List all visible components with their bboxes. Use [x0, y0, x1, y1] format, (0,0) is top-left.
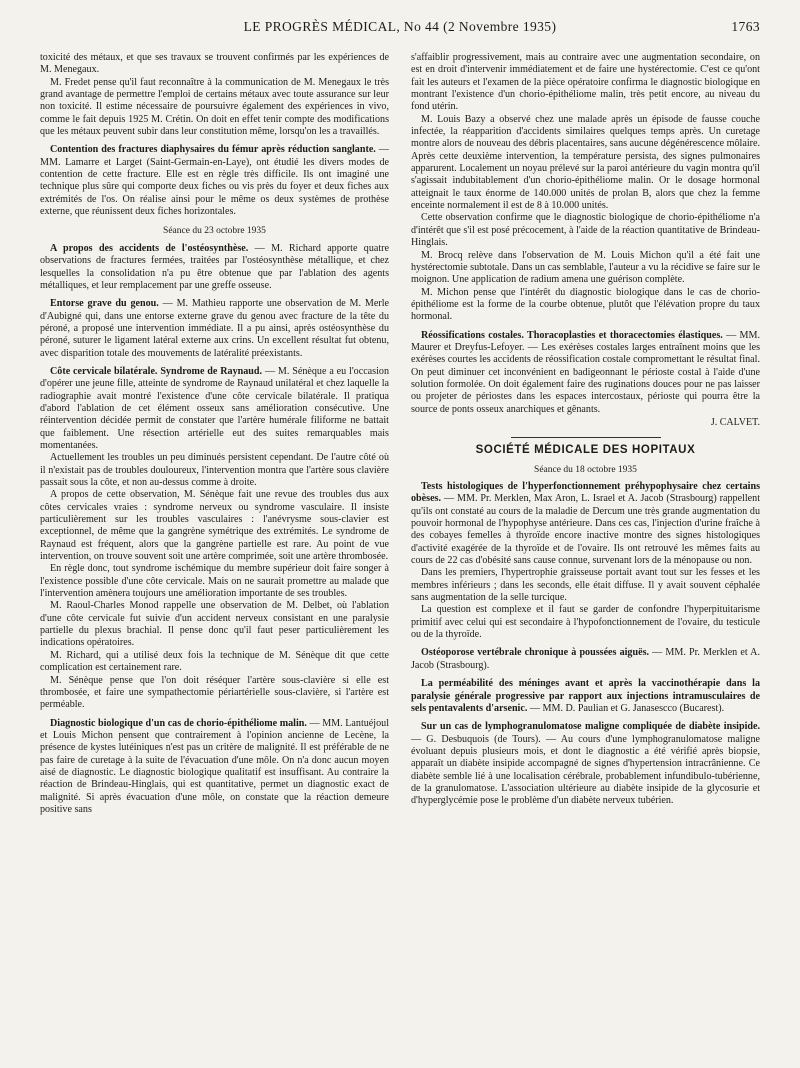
- paragraph: s'affaiblir progressivement, mais au contraire avec une augmentation secondaire, on est en droit d'intervenir immédiatement et de faire une hystérectomie. C'est ce qu'ont fait les auteurs et l'examen de la pièce opératoire confirma le diagnostic biologique en montrant l'existence d'un chorio-épithéliome malin, très petit encore, au niveau du fond utérin.: [411, 52, 760, 113]
- paragraph: M. Fredet pense qu'il faut reconnaître à la communication de M. Menegaux le très grand avantage de permettre l'emploi de certains métaux avec toute assurance sur leur non toxicité. Il estime nécessaire de poursuivre également des expériences in vivo, comme le fait depuis 1925 M. Crétin. On doit en effet tenir compte des modifications que les métaux peuvent subir dans leur constitution même, lorsqu'on les a travaillés.: [40, 76, 389, 138]
- section-title: A propos des accidents de l'ostéosynthèse.: [50, 242, 249, 254]
- section-entorse-genou: [40, 298, 389, 360]
- section-fracture-femur: [40, 144, 389, 218]
- paragraph: toxicité des métaux, et que ses travaux se trouvent confirmés par les expériences de M. Menegaux.: [40, 52, 389, 76]
- section-text: — MM. D. Paulian et G. Janasescco (Bucarest).: [529, 702, 725, 714]
- paragraph: En règle donc, tout syndrome ischémique du membre supérieur doit faire songer à l'existence possible d'une côte cervicale. Mais on ne saurait promettre au malade que l'intervention amènera toujours une amélioration importante de ses troubles.: [40, 563, 389, 600]
- section-chorio-epitheliome: [40, 718, 389, 817]
- section-text: — M. Mathieu rapporte une observation de M. Merle d'Aubigné qui, dans une entorse externe grave du genou avec fracture de la tête du péroné, a proposé une intervention immédiate. Il a pu ainsi, après ostéosynthèse du péroné, suturer le ligament latéral externe aux crins. Un excellent résultat fut obtenu, avec disparition totale des mouvements de latéralité préexistants.: [40, 298, 389, 359]
- society-heading: SOCIÉTÉ MÉDICALE DES HOPITAUX: [475, 444, 696, 457]
- paragraph: Actuellement les troubles un peu diminués persistent cependant. De l'autre côté où il n'existait pas de troubles douloureux, l'intervention montra que l'artère sous clavière passait sous la côte, et non au-dessus comme à droite.: [40, 452, 389, 488]
- section-text: — MM. Maurer et Dreyfus-Lefoyer. — Les exérèses costales larges entraînent moins que les exérèses courtes les accidents de réossification costale compromettant le résultat final. On peut diminuer cet inconvénient en badigeonnant le périoste costal à l'aide d'une solution formolée. On doit également faire des ruginations douces pour ne pas laisser ou projeter de périostes dans les espaces intercostaux, périoste qui pourra être la source de ponts osseux anarchiques et gênants.: [411, 329, 760, 415]
- section-reossifications: [411, 330, 760, 416]
- section-divider: [511, 437, 661, 438]
- section-title: Entorse grave du genou.: [50, 298, 159, 310]
- paragraph: Cette observation confirme que le diagnostic biologique de chorio-épithéliome n'a d'intérêt que s'il est posé précocement, à l'aide de la réaction quantitative de Brindeau-Hinglais.: [411, 212, 760, 249]
- paragraph: M. Michon pense que l'intérêt du diagnostic biologique dans le cas de chorio-épithéliome est la forme de la courbe obtenue, plutôt que l'élévation propre du taux hormonal.: [411, 286, 760, 323]
- section-text: — MM. Pr. Merklen, Max Aron, L. Israel et A. Jacob (Strasbourg) rappellent qu'ils ont constaté au cours de la maladie de Dercum une très grande augmentation du pouvoir hormonal de l'hypophyse antérieure. Dans ces cas, l'injection d'urine fraîche à des cobayes femelles à thyroïde encore inactive montre des signes histologiques d'activité exagérée de la thyroïde et de l'ovaire. Ils ont retrouvé les mêmes faits au cours de 22 cas d'obésité sans cause connue, survenant lors de la ménopause ou non.: [411, 493, 760, 567]
- paragraph: La question est complexe et il faut se garder de confondre l'hyperpituitarisme primitif avec celui qui est secondaire à l'hypofonctionnement de l'ovaire, du testicule ou de la thyroïde.: [411, 604, 760, 641]
- section-text: — MM. Lantuéjoul et Louis Michon pensent que contrairement à l'opinion ancienne de Lecène, la présence de kystes lutéiniques n'est pas un critère de malignité. Il est préférable de ne pas faire de curetage à la suite de l'évacuation d'une môle. On n'a donc aucun moyen aisé de diagnostic. Le diagnostic biologique qualitatif est insuffisant. Au contraire la réaction de Brindeau-Hinglais, qui est quantitative, permet un diagnostic exact de malignité. Si après évacuation d'une môle, on constate que la réaction demeure positive sans: [40, 717, 389, 815]
- author-signature: J. CALVET.: [710, 416, 760, 428]
- paragraph: A propos de cette observation, M. Sénèque fait une revue des troubles dus aux côtes cervicales vraies : syndrome nerveux ou syndrome vasculaire. Il insiste particulièrement sur les troubles vasculaires : l'anévrysme sous-clavier est exceptionnel, de même que la gangrène symétrique des extrémités. Le syndrome de Raynaud est fréquent, alors que la gangrène partielle est rare. Au point de vue intervention, on trouve souvent soit une artère comprimée, soit une artère thrombosée.: [40, 489, 389, 563]
- section-lymphogranulomatose: [411, 721, 760, 807]
- section-title: Ostéoporose vertébrale chronique à poussées aiguës.: [421, 647, 650, 659]
- section-title: Contention des fractures diaphysaires du fémur après réduction sanglante.: [50, 144, 376, 156]
- section-osteosynthese: [40, 243, 389, 292]
- paragraph: M. Raoul-Charles Monod rappelle une observation de M. Delbet, où l'ablation d'une côte cervicale fut suivie d'un accident nerveux consistant en une paralysie partielle du plexus brachial. Il pense donc qu'il faut peser particulièrement les indications opératoires.: [40, 600, 389, 649]
- section-title: Tests histologiques de l'hyperfonctionnement préhypophysaire chez certains obèses.: [411, 481, 760, 505]
- paragraph: M. Sénèque pense que l'on doit réséquer l'artère sous-clavière si elle est thrombosée, et faire une sympathectomie périartérielle sous-clavière, si l'artère est perméable.: [40, 674, 389, 711]
- section-permeabilite-meninges: [411, 678, 760, 715]
- section-osteoporose: [411, 647, 760, 672]
- section-cote-cervicale: [40, 366, 389, 452]
- two-column-body: [40, 52, 760, 1058]
- session-date: Séance du 18 octobre 1935: [534, 464, 637, 475]
- paragraph: Dans les premiers, l'hypertrophie graisseuse portait avant tout sur les fesses et les membres inférieurs ; dans les seconds, elle était diffuse. Il y avait souvent céphalée sans augmentation de la selle turcique.: [411, 567, 760, 604]
- section-text: — G. Desbuquois (de Tours). — Au cours d'une lymphogranulomatose maligne évoluant depuis plusieurs mois, et dont le diagnostic a été vérifié après biopsie, apparaît un diabète insipide accompagné de signes d'hypertension intracrânienne. Ce diabète semble lié à une localisation cérébrale, probablement infundibulo-tubérienne, de la granulomatose. L'association ultérieure au diabète insipide de la glycosurie et d'hyperglycémie pose le problème d'un diabète nerveux tubérien.: [411, 733, 760, 807]
- section-text: — MM. Pr. Merklen et A. Jacob (Strasbourg).: [411, 647, 760, 671]
- paragraph: M. Richard, qui a utilisé deux fois la technique de M. Sénèque dit que cette complication est certainement rare.: [40, 649, 389, 674]
- section-text: — M. Sénèque a eu l'occasion d'opérer une jeune fille, atteinte de syndrome de Raynaud unilatéral et chez laquelle la radiographie avait montré l'existence d'une côte cervicale bilatérale. Il pratiqua d'abord l'ablation de cet élément osseux sans amélioration consécutive. Une réintervention décidée permit de constater que l'artère humérale filiforme ne battait que faiblement. Une résection artérielle eut des suites remarquables mais momentanées.: [40, 365, 389, 451]
- section-title: Diagnostic biologique d'un cas de chorio-épithéliome malin.: [50, 717, 307, 729]
- section-title: Côte cervicale bilatérale. Syndrome de Raynaud.: [50, 365, 263, 377]
- section-text: — MM. Lamarre et Larget (Saint-Germain-en-Laye), ont étudié les divers modes de contention de cette fracture. Elle est en règle très difficile. Ils ont imaginé une technique plus sûre qui comporte deux fiches ou vis près du foyer et deux fiches aux extrémités de l'os. On réalise ainsi pour le même os deux systèmes de prothèse externe, que réunissent deux fiches horizontales.: [40, 144, 389, 218]
- section-tests-histologiques: [411, 481, 760, 567]
- section-title: La perméabilité des méninges avant et après la vaccinothérapie dans la paralysie générale progressive par rapport aux injections intramusculaires de sels pentavalents d'arsenic.: [411, 678, 760, 714]
- session-date: Séance du 23 octobre 1935: [163, 226, 266, 237]
- journal-title: LE PROGRÈS MÉDICAL, No 44 (2 Novembre 1935): [243, 19, 557, 34]
- section-text: — M. Richard apporte quatre observations de fractures fermées, traitées par l'ostéosynthèse métallique, et chez lesquelles la consolidation n'a pu être obtenue que par l'ablation des agents métalliques, et leur remplacement par une greffe osseuse.: [40, 242, 389, 291]
- running-header: [40, 16, 760, 38]
- paragraph: M. Louis Bazy a observé chez une malade après un épisode de fausse couche infectée, la réapparition d'accidents similaires quelques temps après. Un curetage montre alors de nouveau des débris placentaires, sans aucune dégénérescence môlaire. Après cette deuxième intervention, la température persista, des signes pulmonaires apparurent. Localement un noyau prélevé sur la paroi antérieure du vagin montra qu'il s'agissait indubitablement d'un chorio-épithéliome malin. Or le dosage hormonal atteignait le taux énorme de 140.000 unités de prolan B, alors que chez la femme enceinte normalement il est de 8 à 10.000 unités.: [411, 113, 760, 212]
- section-title: Réossifications costales. Thoracoplasties et thoracectomies élastiques.: [421, 329, 723, 341]
- right-column: [411, 52, 760, 1058]
- paragraph: M. Brocq relève dans l'observation de M. Louis Michon qu'il a été fait une hystérectomie subtotale. Dans un cas semblable, l'auteur a vu la récidive se faire sur le moignon. Une application de radium amena une guérison complète.: [411, 249, 760, 286]
- page-number: 1763: [731, 19, 760, 34]
- left-column: [40, 52, 389, 1058]
- section-title: Sur un cas de lymphogranulomatose maligne compliquée de diabète insipide.: [421, 721, 760, 733]
